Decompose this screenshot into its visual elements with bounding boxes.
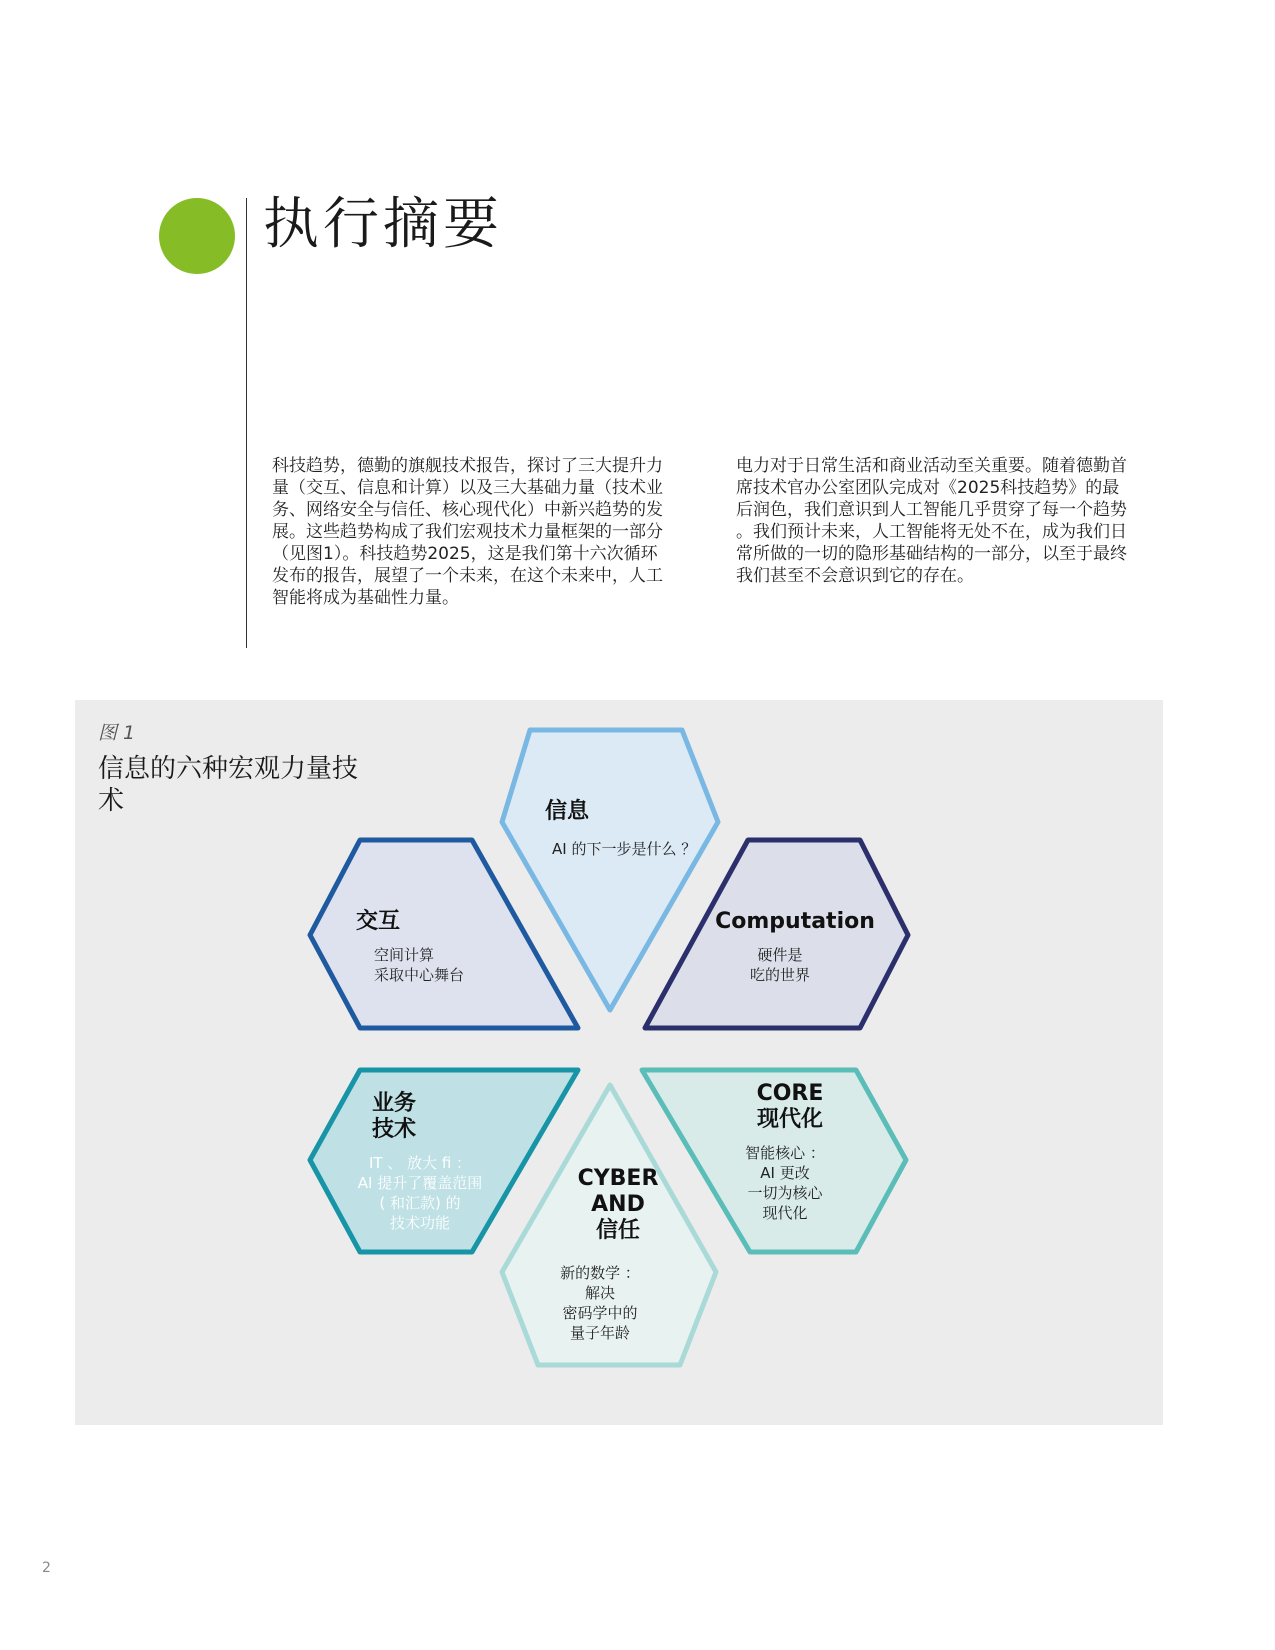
force-cyber-trust-title: CYBER xyxy=(577,1166,659,1191)
force-cyber-trust-title: 信任 xyxy=(595,1218,641,1243)
force-cyber-trust-description: 量子年龄 xyxy=(569,1324,631,1342)
force-interaction-description: 采取中心舞台 xyxy=(374,966,465,984)
force-cyber-trust-description: 解决 xyxy=(584,1284,616,1302)
body-line: 席技术官办公室团队完成对《2025科技趋势》的最 xyxy=(736,478,1120,498)
force-core-modernization-title: CORE xyxy=(756,1081,824,1106)
force-information-description: AI 的下一步是什么 ？ xyxy=(552,840,697,858)
force-business-technology-description: 技术功能 xyxy=(389,1214,451,1232)
force-computation-description: 吃的世界 xyxy=(749,966,811,984)
body-line: （见图1）。科技趋势2025，这是我们第十六次循环 xyxy=(272,544,658,564)
body-line: 我们甚至不会意识到它的存在。 xyxy=(736,566,974,586)
page-number: 2 xyxy=(42,1560,51,1576)
force-computation-description: 硬件是 xyxy=(757,946,803,964)
body-line: 发布的报告，展望了一个未来，在这个未来中，人工 xyxy=(272,566,663,586)
force-cyber-trust-title: AND xyxy=(591,1192,645,1217)
body-line: 智能将成为基础性力量。 xyxy=(272,588,459,608)
force-business-technology-description: IT 、 放大 fi ： xyxy=(368,1154,472,1172)
body-line: 科技趋势，德勤的旗舰技术报告，探讨了三大提升力 xyxy=(272,456,663,476)
force-cyber-trust-description: 新的数学 ： xyxy=(560,1264,640,1282)
figure-label: 图 1 xyxy=(98,722,136,744)
force-business-technology-title: 技术 xyxy=(372,1117,417,1142)
body-line: 展。这些趋势构成了我们宏观技术力量框架的一部分 xyxy=(272,522,663,542)
force-core-modernization-title: 现代化 xyxy=(756,1107,824,1132)
body-line: 。我们预计未来，人工智能将无处不在，成为我们日 xyxy=(736,522,1127,542)
force-core-modernization-description: 智能核心 ： xyxy=(745,1144,825,1162)
force-business-technology-description: ( 和汇款) 的 xyxy=(379,1194,461,1212)
body-line: 常所做的一切的隐形基础结构的一部分，以至于最终 xyxy=(736,544,1127,564)
body-line: 后润色，我们意识到人工智能几乎贯穿了每一个趋势 xyxy=(736,500,1127,520)
figure-title: 信息的六种宏观力量技术 xyxy=(98,754,359,816)
force-interaction-description: 空间计算 xyxy=(374,946,435,964)
force-core-modernization-description: AI 更改 xyxy=(760,1164,810,1182)
force-interaction-title: 交互 xyxy=(356,909,401,934)
body-line: 电力对于日常生活和商业活动至关重要。随着德勤首 xyxy=(736,456,1127,476)
force-core-modernization-description: 一切为核心 xyxy=(747,1184,823,1202)
force-business-technology-title: 业务 xyxy=(372,1091,417,1116)
force-computation-title: Computation xyxy=(715,909,875,934)
body-line: 量（交互、信息和计算）以及三大基础力量（技术业 xyxy=(272,478,663,498)
force-core-modernization-description: 现代化 xyxy=(762,1204,808,1222)
page-title: 执行摘要 xyxy=(263,192,503,257)
force-cyber-trust-description: 密码学中的 xyxy=(562,1304,638,1322)
force-business-technology-description: AI 提升了覆盖范围 xyxy=(357,1174,483,1192)
force-information-title: 信息 xyxy=(545,799,590,824)
body-line: 务、网络安全与信任、核心现代化）中新兴趋势的发 xyxy=(272,500,663,520)
